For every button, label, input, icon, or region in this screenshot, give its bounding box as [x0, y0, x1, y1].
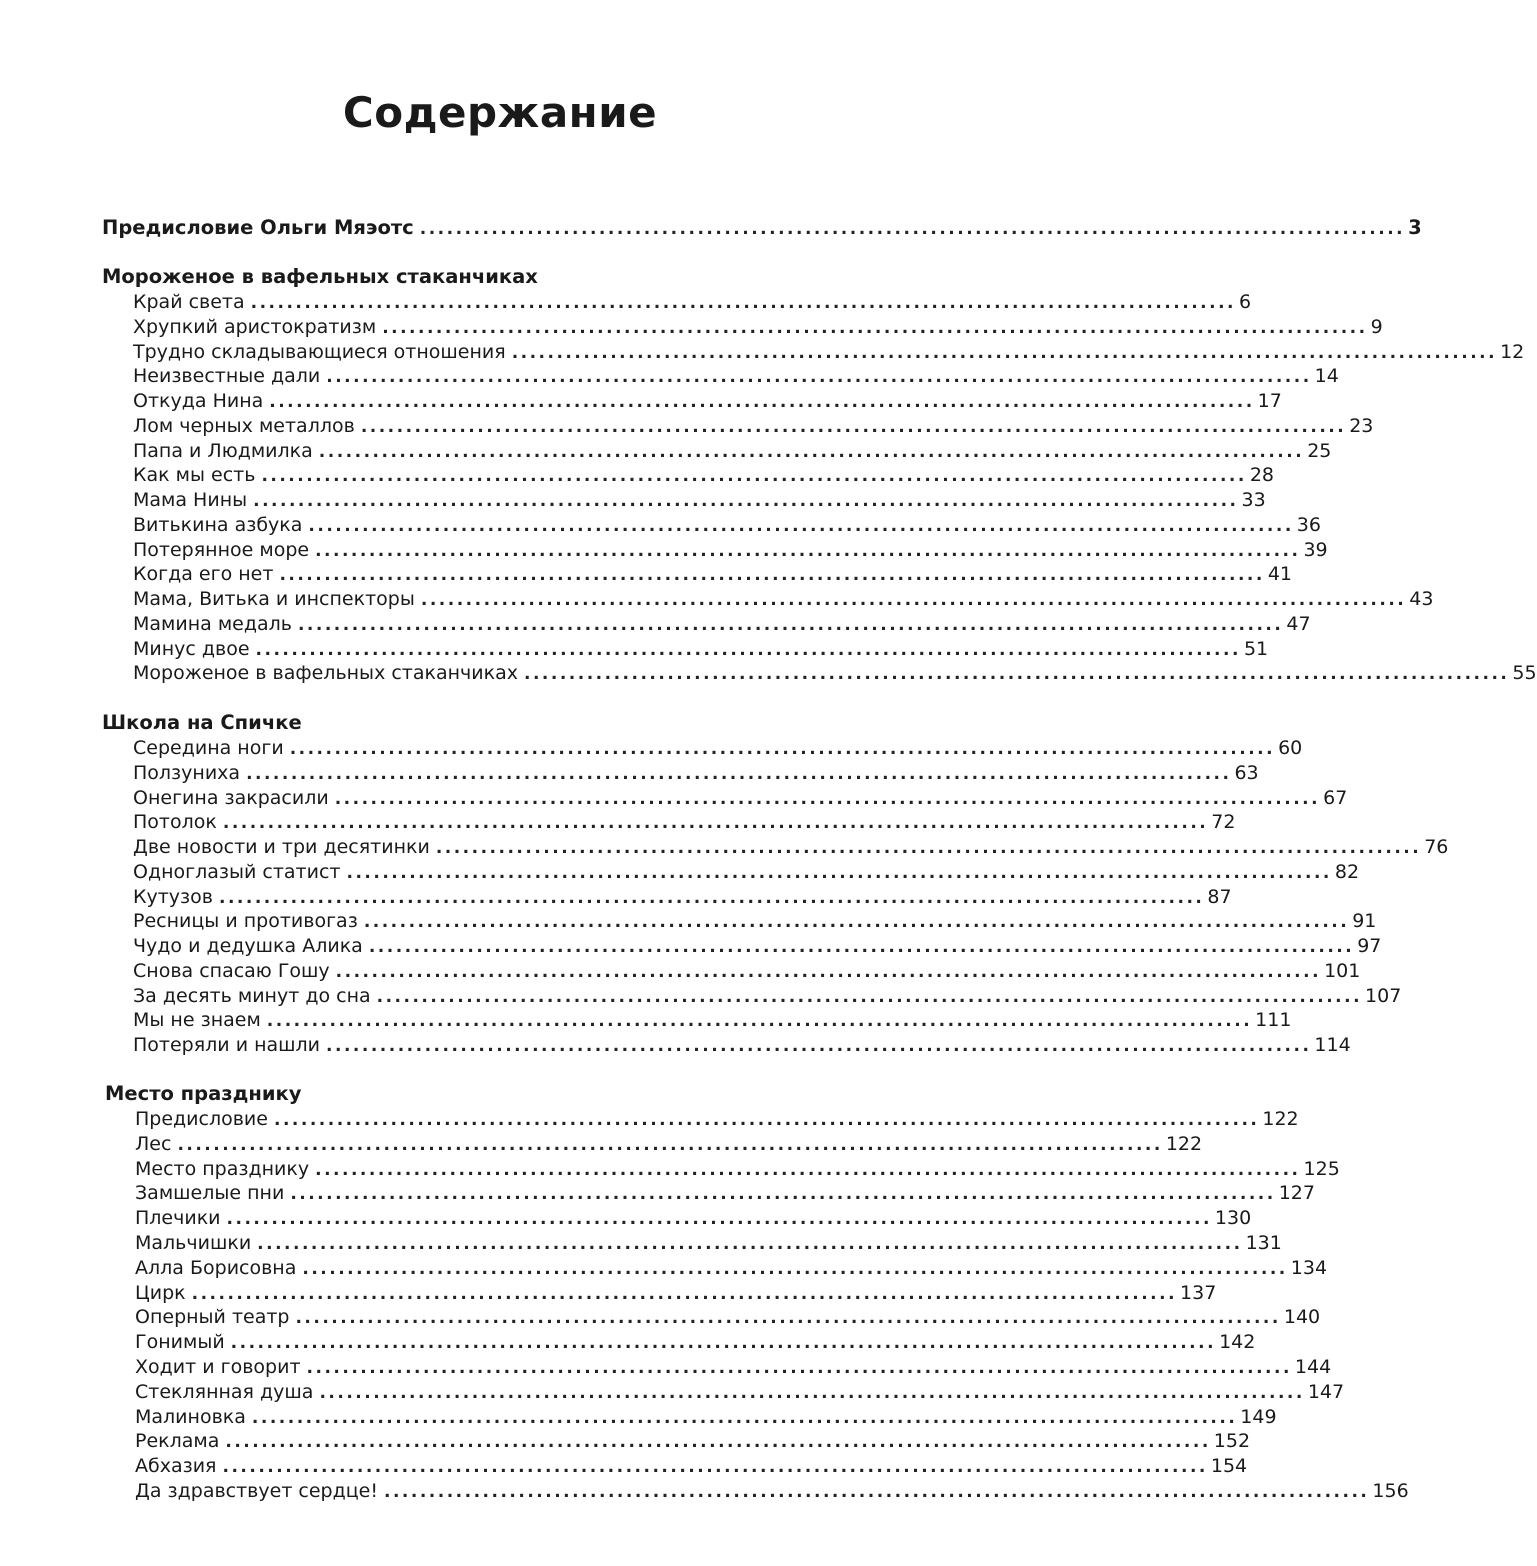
entry-page: 76: [1424, 836, 1449, 858]
toc-entry[interactable]: [133, 363, 1339, 389]
toc-entry[interactable]: [133, 735, 1303, 761]
leader-dots: ..............................................................................................................: [226, 1209, 1212, 1230]
entry-page: 82: [1334, 860, 1360, 883]
leader-dots: ..............................................................................................................: [368, 937, 1355, 957]
entry-title: Онегина закрасили: [133, 786, 329, 809]
entry-title: Замшелые пни: [135, 1182, 285, 1205]
toc-entry[interactable]: [133, 884, 1232, 910]
entry-title: Мальчишки: [135, 1232, 252, 1254]
entry-page: 87: [1207, 885, 1232, 908]
entry-page: 127: [1278, 1182, 1315, 1205]
entry-title: Край света: [133, 291, 245, 313]
entry-title: Плечики: [135, 1207, 221, 1230]
section-heading: Место празднику: [105, 1082, 302, 1105]
entry-title: Лом черных металлов: [133, 414, 355, 437]
toc-entry[interactable]: [135, 1280, 1217, 1306]
entry-title: Когда его нет: [133, 563, 274, 586]
entry-page: 28: [1249, 464, 1275, 487]
leader-dots: ..............................................................................................................: [177, 1134, 1163, 1155]
leader-dots: ..............................................................................................................: [279, 565, 1265, 586]
entry-title: Мы не знаем: [133, 1009, 261, 1032]
entry-page: 137: [1180, 1281, 1217, 1304]
toc-entry[interactable]: [133, 760, 1259, 786]
leader-dots: ..............................................................................................................: [511, 342, 1498, 363]
leader-dots: ..............................................................................................................: [376, 986, 1363, 1007]
leader-dots: ..............................................................................................................: [346, 862, 1332, 883]
toc-entry-preface[interactable]: [102, 215, 1422, 241]
entry-page: 152: [1213, 1430, 1251, 1453]
toc-entry[interactable]: [133, 834, 1449, 860]
toc-entry[interactable]: [133, 438, 1332, 464]
leader-dots: ..............................................................................................................: [290, 1184, 1276, 1205]
toc-entry[interactable]: [135, 1255, 1328, 1281]
entry-page: 122: [1165, 1132, 1203, 1155]
leader-dots: ..............................................................................................................: [222, 813, 1209, 834]
entry-title: Одноглазый статист: [133, 860, 341, 883]
entry-page: 142: [1219, 1331, 1256, 1354]
entry-title: Середина ноги: [133, 737, 284, 759]
leader-dots: ..............................................................................................................: [246, 763, 1232, 784]
entry-page: 134: [1290, 1256, 1328, 1279]
entry-title: Место празднику: [135, 1157, 310, 1180]
toc-entry[interactable]: [135, 1379, 1345, 1405]
entry-title: Цирк: [135, 1281, 186, 1304]
entry-page: 130: [1214, 1207, 1252, 1230]
toc-entry[interactable]: [133, 636, 1269, 662]
entry-title: Алла Борисовна: [135, 1256, 297, 1279]
leader-dots: ..............................................................................................................: [419, 219, 1406, 239]
entry-page: 149: [1240, 1405, 1277, 1428]
toc-entry[interactable]: [133, 512, 1321, 538]
leader-dots: ..............................................................................................................: [360, 416, 1347, 437]
leader-dots: ..............................................................................................................: [218, 887, 1205, 908]
toc-entry[interactable]: [133, 314, 1383, 340]
toc-entry[interactable]: [133, 1007, 1292, 1033]
toc-entry[interactable]: [133, 586, 1434, 612]
leader-dots: ..............................................................................................................: [295, 1308, 1281, 1329]
entry-title: Снова спасаю Гошу: [133, 959, 330, 982]
entry-title: Неизвестные дали: [133, 365, 321, 388]
toc-entry[interactable]: [135, 1230, 1282, 1256]
entry-title: Хрупкий аристократизм: [133, 315, 377, 338]
toc-entry[interactable]: [135, 1404, 1277, 1430]
leader-dots: ..............................................................................................................: [250, 293, 1237, 313]
entry-title: Стеклянная душа: [135, 1380, 314, 1403]
leader-dots: ..............................................................................................................: [222, 1457, 1208, 1478]
leader-dots: ..............................................................................................................: [523, 664, 1510, 685]
entry-title: Две новости и три десятинки: [133, 836, 430, 858]
section-heading: Мороженое в вафельных стаканчиках: [102, 265, 538, 288]
entry-page: 101: [1324, 959, 1361, 982]
leader-dots: ..............................................................................................................: [420, 590, 1407, 610]
entry-title: За десять минут до сна: [133, 984, 371, 1007]
entry-title: Мама, Витька и инспекторы: [133, 588, 415, 610]
toc-entry[interactable]: [133, 908, 1377, 934]
entry-page: 60: [1278, 737, 1303, 759]
toc-entry[interactable]: [135, 1180, 1315, 1206]
entry-title: Кутузов: [133, 885, 213, 908]
leader-dots: ..............................................................................................................: [326, 1036, 1312, 1056]
entry-title: Лес: [135, 1132, 172, 1155]
entry-page: 9: [1370, 315, 1383, 338]
leader-dots: ..............................................................................................................: [315, 1159, 1301, 1180]
section-heading: Школа на Спичке: [102, 711, 302, 734]
toc-entry[interactable]: [135, 1106, 1299, 1132]
toc-entry[interactable]: [133, 289, 1252, 315]
toc-entry[interactable]: [133, 958, 1361, 984]
toc-entry[interactable]: [133, 859, 1360, 885]
entry-page: 111: [1255, 1009, 1292, 1032]
leader-dots: ..............................................................................................................: [302, 1258, 1288, 1279]
entry-title: Как мы есть: [133, 464, 256, 487]
entry-title: Оперный театр: [135, 1306, 290, 1329]
entry-page: 67: [1323, 786, 1348, 809]
leader-dots: ..............................................................................................................: [261, 466, 1247, 487]
entry-title: Предисловие Ольги Мяэотс: [102, 216, 414, 239]
entry-title: Мороженое в вафельных стаканчиках: [133, 662, 518, 685]
toc-entry[interactable]: [133, 809, 1236, 835]
entry-page: 114: [1314, 1034, 1351, 1056]
entry-title: Ходит и говорит: [135, 1356, 301, 1378]
leader-dots: ..............................................................................................................: [363, 912, 1350, 933]
entry-page: 63: [1234, 761, 1259, 784]
entry-title: Мама Нины: [133, 489, 248, 511]
toc-entry[interactable]: [133, 561, 1293, 587]
entry-page: 140: [1283, 1306, 1321, 1329]
toc-entry[interactable]: [133, 462, 1275, 488]
entry-title: Ползуниха: [133, 761, 241, 784]
entry-page: 36: [1296, 513, 1321, 536]
leader-dots: ..............................................................................................................: [273, 1110, 1260, 1130]
entry-page: 72: [1211, 811, 1236, 834]
entry-page: 147: [1307, 1380, 1345, 1403]
entry-page: 144: [1294, 1356, 1332, 1378]
entry-title: Малиновка: [135, 1405, 246, 1428]
toc-entry[interactable]: [133, 660, 1537, 686]
leader-dots: ..............................................................................................................: [269, 392, 1255, 412]
toc-entry[interactable]: [133, 487, 1266, 513]
leader-dots: ..............................................................................................................: [191, 1283, 1178, 1304]
entry-page: 97: [1357, 935, 1382, 957]
toc-entry[interactable]: [135, 1131, 1203, 1157]
leader-dots: ..............................................................................................................: [266, 1011, 1253, 1032]
entry-title: Предисловие: [135, 1108, 268, 1130]
leader-dots: ..............................................................................................................: [435, 838, 1422, 858]
entry-page: 3: [1408, 216, 1422, 239]
leader-dots: ..............................................................................................................: [382, 317, 1368, 338]
entry-page: 55: [1512, 662, 1537, 685]
entry-title: Реклама: [135, 1430, 220, 1453]
page-title: Содержание: [342, 88, 658, 137]
leader-dots: ..............................................................................................................: [319, 1382, 1305, 1403]
entry-page: 41: [1267, 563, 1293, 586]
entry-page: 12: [1500, 340, 1525, 363]
entry-page: 17: [1257, 390, 1282, 412]
toc-entry[interactable]: [133, 537, 1328, 563]
toc-entry[interactable]: [133, 983, 1402, 1009]
leader-dots: ..............................................................................................................: [315, 540, 1301, 561]
entry-page: 125: [1303, 1157, 1340, 1180]
entry-title: Потерянное море: [133, 538, 310, 561]
toc-entry[interactable]: [133, 611, 1311, 637]
entry-page: 131: [1245, 1232, 1282, 1254]
entry-page: 43: [1409, 588, 1434, 610]
entry-page: 14: [1314, 365, 1339, 388]
leader-dots: ..............................................................................................................: [308, 515, 1294, 536]
entry-page: 47: [1286, 612, 1311, 635]
entry-page: 23: [1349, 414, 1374, 437]
entry-page: 156: [1372, 1480, 1409, 1502]
leader-dots: ..............................................................................................................: [225, 1432, 1211, 1453]
leader-dots: ..............................................................................................................: [289, 739, 1276, 759]
leader-dots: ..............................................................................................................: [306, 1358, 1292, 1378]
toc-entry[interactable]: [133, 933, 1382, 959]
entry-title: Чудо и дедушка Алика: [133, 935, 363, 957]
toc-entry[interactable]: [135, 1329, 1256, 1355]
leader-dots: ..............................................................................................................: [255, 639, 1241, 660]
leader-dots: ..............................................................................................................: [251, 1407, 1238, 1428]
entry-title: Потолок: [133, 811, 217, 834]
entry-title: Ресницы и противогаз: [133, 910, 358, 933]
toc-entry[interactable]: [135, 1205, 1252, 1231]
entry-title: Откуда Нина: [133, 390, 264, 412]
leader-dots: ..............................................................................................................: [297, 614, 1284, 635]
leader-dots: ..............................................................................................................: [335, 961, 1322, 982]
entry-page: 154: [1210, 1455, 1248, 1478]
entry-page: 51: [1243, 637, 1269, 660]
leader-dots: ..............................................................................................................: [253, 491, 1239, 511]
toc-entry[interactable]: [135, 1156, 1340, 1182]
leader-dots: ..............................................................................................................: [230, 1333, 1217, 1354]
entry-title: Абхазия: [135, 1455, 217, 1478]
entry-title: Папа и Людмилка: [133, 439, 313, 462]
toc-entry[interactable]: [133, 1032, 1351, 1058]
entry-title: Потеряли и нашли: [133, 1034, 321, 1056]
entry-title: Да здравствует сердце!: [135, 1480, 378, 1502]
entry-title: Гонимый: [135, 1331, 225, 1354]
entry-page: 33: [1241, 489, 1266, 511]
entry-title: Мамина медаль: [133, 612, 292, 635]
leader-dots: ..............................................................................................................: [326, 367, 1312, 388]
toc-entry[interactable]: [135, 1478, 1409, 1504]
entry-title: Витькина азбука: [133, 513, 303, 536]
entry-page: 39: [1303, 538, 1328, 561]
entry-title: Трудно складывающиеся отношения: [133, 340, 506, 363]
toc-entry[interactable]: [133, 413, 1374, 439]
toc-entry[interactable]: [133, 785, 1348, 811]
leader-dots: ..............................................................................................................: [318, 441, 1305, 462]
toc-entry[interactable]: [135, 1304, 1321, 1330]
toc-entry[interactable]: [135, 1428, 1251, 1454]
leader-dots: ..............................................................................................................: [257, 1234, 1243, 1254]
entry-page: 122: [1262, 1108, 1299, 1130]
leader-dots: ..............................................................................................................: [334, 788, 1321, 809]
toc-entry[interactable]: [135, 1453, 1248, 1479]
toc-entry[interactable]: [135, 1354, 1332, 1380]
entry-page: 91: [1352, 910, 1377, 933]
toc-entry[interactable]: [133, 388, 1282, 414]
entry-title: Минус двое: [133, 637, 250, 660]
entry-page: 107: [1365, 984, 1402, 1007]
entry-page: 25: [1307, 439, 1332, 462]
leader-dots: ..............................................................................................................: [384, 1482, 1370, 1502]
entry-page: 6: [1239, 291, 1252, 313]
toc-entry[interactable]: [133, 339, 1525, 365]
